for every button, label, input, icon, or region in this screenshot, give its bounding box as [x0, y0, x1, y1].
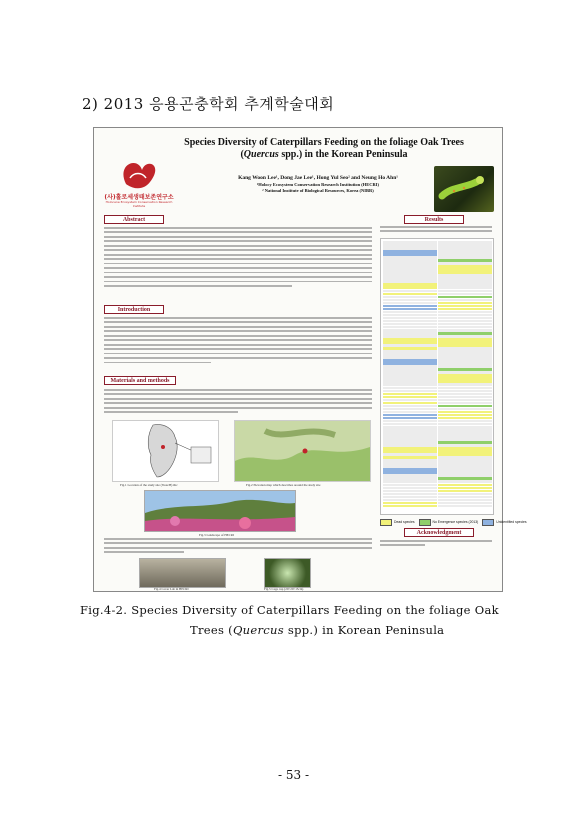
no-emergence-swatch	[419, 519, 431, 526]
affiliation-1: ¹Holocy Ecosystem Conservation Research Institution (HECRI)	[256, 182, 380, 187]
table-row	[383, 505, 437, 508]
results-text	[380, 226, 492, 237]
fig2-caption: Fig.2 Elevation map which describes around the study site	[246, 483, 321, 487]
fig5-caption: Fig.5 Cage cup (20×20×15cm)	[264, 587, 304, 591]
lab-photo	[139, 558, 226, 588]
materials-heading: Materials and methods	[104, 376, 176, 385]
poster-title-line1: Species Diversity of Caterpillars Feeding on the foliage Oak Trees	[184, 137, 464, 148]
acknowledgment-text	[380, 540, 492, 550]
introduction-text	[104, 317, 372, 367]
abstract-text	[104, 227, 372, 300]
fig4-caption: Fig.4 Cover Lab in HECRI	[154, 587, 189, 591]
fig3-caption: Fig.3 Landscape of HECRI	[199, 533, 234, 537]
elevation-map-figure	[234, 420, 371, 482]
table-row	[438, 505, 492, 508]
section-heading: 2) 2013 응용곤충학회 추계학술대회	[82, 95, 335, 113]
logo-text: (사)홀로세생태보존연구소	[104, 194, 174, 201]
cage-cup-photo	[264, 558, 311, 588]
dead-swatch	[380, 519, 392, 526]
introduction-heading: Introduction	[104, 305, 164, 314]
table-legend: Dead species No Emergence species (2013) Unidentified species	[380, 518, 492, 526]
korea-map-figure	[112, 420, 219, 482]
figure-caption	[80, 600, 520, 640]
materials-text	[104, 389, 372, 419]
figure-caption-line2: Trees (Quercus spp.) in Korean Peninsula	[190, 623, 445, 637]
poster-authors: Kang Woon Lee¹, Dong Jae Lee¹, Hong Yul Seo² and Neung Ho Ahn¹ ¹Holocy Ecosystem Conservation Research Institution (HECRI) ² National Institute of Biological Resources, Korea (NIBR)	[194, 175, 442, 194]
abstract-heading: Abstract	[104, 215, 164, 224]
page-number: - 53 -	[277, 768, 309, 782]
results-heading: Results	[404, 215, 464, 224]
figure-caption-line1: Fig.4-2. Species Diversity of Caterpillars Feeding on the foliage Oak	[80, 603, 499, 617]
conference-poster	[93, 127, 527, 592]
unidentified-swatch	[482, 519, 494, 526]
species-table	[380, 238, 494, 515]
methods-bullets	[104, 538, 372, 556]
landscape-photo	[144, 490, 296, 532]
caterpillar-photo	[434, 166, 494, 212]
fig1-caption: Fig.1 Location of the study site (Yosu/H)1Kc	[120, 483, 178, 487]
poster-title-genus: Quercus	[243, 149, 279, 160]
affiliation-2: ² National Institute of Biological Resources, Korea (NIBR)	[262, 188, 374, 193]
poster-title: Species Diversity of Caterpillars Feeding on the foliage Oak Trees (Quercus spp.) in the Korean Peninsula	[184, 137, 464, 160]
acknowledgment-heading: Acknowledgment	[404, 528, 474, 537]
logo-subtext: Holocene Ecosystem Conservation Research Institute	[105, 200, 173, 208]
